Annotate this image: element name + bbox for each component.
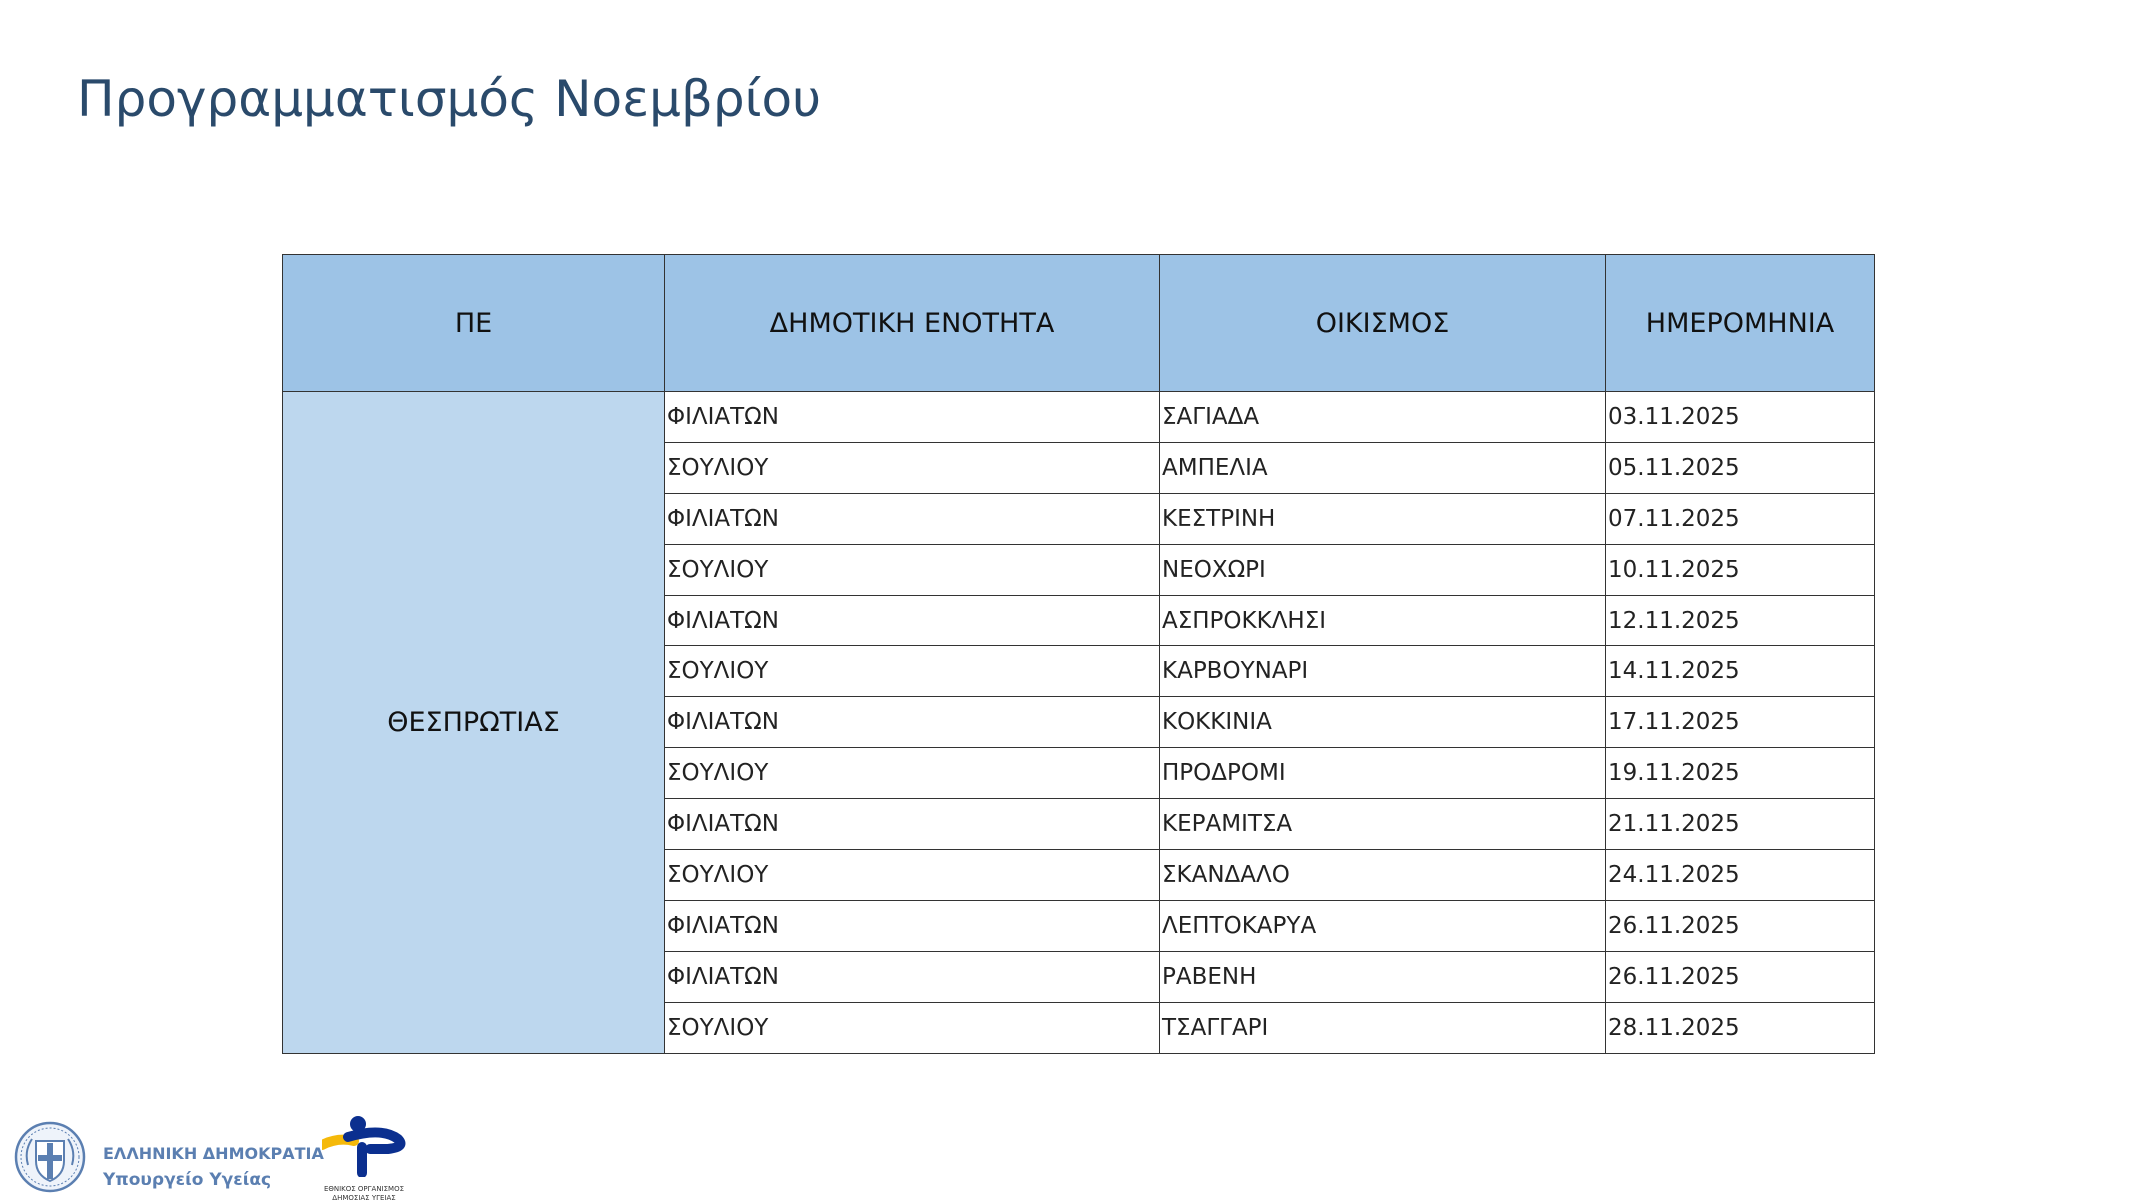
municipal-unit-cell: ΦΙΛΙΑΤΩΝ	[665, 697, 1160, 748]
settlement-cell: ΡΑΒΕΝΗ	[1160, 951, 1606, 1002]
date-cell: 10.11.2025	[1606, 544, 1875, 595]
municipal-unit-cell: ΦΙΛΙΑΤΩΝ	[665, 595, 1160, 646]
header-settlement: ΟΙΚΙΣΜΟΣ	[1160, 255, 1606, 392]
settlement-cell: ΣΑΓΙΑΔΑ	[1160, 392, 1606, 443]
settlement-cell: ΛΕΠΤΟΚΑΡΥΑ	[1160, 900, 1606, 951]
date-cell: 12.11.2025	[1606, 595, 1875, 646]
date-cell: 26.11.2025	[1606, 951, 1875, 1002]
municipal-unit-cell: ΣΟΥΛΙΟΥ	[665, 646, 1160, 697]
header-pe: ΠΕ	[283, 255, 665, 392]
region-cell: ΘΕΣΠΡΩΤΙΑΣ	[283, 392, 665, 1054]
municipal-unit-cell: ΦΙΛΙΑΤΩΝ	[665, 392, 1160, 443]
date-cell: 05.11.2025	[1606, 442, 1875, 493]
header-row	[283, 255, 1875, 392]
settlement-cell: ΚΕΡΑΜΙΤΣΑ	[1160, 799, 1606, 850]
municipal-unit-cell: ΦΙΛΙΑΤΩΝ	[665, 900, 1160, 951]
municipal-unit-cell: ΣΟΥΛΙΟΥ	[665, 1002, 1160, 1053]
eody-caption	[314, 1185, 414, 1203]
settlement-cell: ΑΜΠΕΛΙΑ	[1160, 442, 1606, 493]
settlement-cell: ΤΣΑΓΓΑΡΙ	[1160, 1002, 1606, 1053]
schedule-table	[282, 254, 1875, 1054]
date-cell: 21.11.2025	[1606, 799, 1875, 850]
municipal-unit-cell: ΦΙΛΙΑΤΩΝ	[665, 493, 1160, 544]
date-cell: 24.11.2025	[1606, 850, 1875, 901]
footer-logos	[14, 1115, 414, 1202]
municipal-unit-cell: ΣΟΥΛΙΟΥ	[665, 544, 1160, 595]
page-title: Προγραμματισμός Νοεμβρίου	[77, 70, 822, 128]
settlement-cell: ΝΕΟΧΩΡΙ	[1160, 544, 1606, 595]
municipal-unit-cell: ΣΟΥΛΙΟΥ	[665, 442, 1160, 493]
eody-logo-icon	[322, 1115, 406, 1177]
settlement-cell: ΚΟΚΚΙΝΙΑ	[1160, 697, 1606, 748]
eody-caption-line1: ΕΘΝΙΚΟΣ ΟΡΓΑΝΙΣΜΟΣ	[323, 1185, 405, 1193]
hellenic-republic-text: ΕΛΛΗΝΙΚΗ ΔΗΜΟΚΡΑΤΙΑ	[103, 1144, 324, 1163]
date-cell: 03.11.2025	[1606, 392, 1875, 443]
ministry-label	[103, 1141, 324, 1193]
settlement-cell: ΠΡΟΔΡΟΜΙ	[1160, 748, 1606, 799]
table-row	[283, 392, 1875, 443]
municipal-unit-cell: ΦΙΛΙΑΤΩΝ	[665, 799, 1160, 850]
eody-caption-line2: ΔΗΜΟΣΙΑΣ ΥΓΕΙΑΣ	[332, 1194, 396, 1202]
municipal-unit-cell: ΦΙΛΙΑΤΩΝ	[665, 951, 1160, 1002]
settlement-cell: ΚΑΡΒΟΥΝΑΡΙ	[1160, 646, 1606, 697]
greek-republic-seal-icon	[14, 1121, 86, 1193]
ministry-of-health-text: Υπουργείο Υγείας	[103, 1170, 272, 1190]
settlement-cell: ΣΚΑΝΔΑΛΟ	[1160, 850, 1606, 901]
date-cell: 14.11.2025	[1606, 646, 1875, 697]
date-cell: 19.11.2025	[1606, 748, 1875, 799]
header-municipal-unit: ΔΗΜΟΤΙΚΗ ΕΝΟΤΗΤΑ	[665, 255, 1160, 392]
date-cell: 28.11.2025	[1606, 1002, 1875, 1053]
settlement-cell: ΑΣΠΡΟΚΚΛΗΣΙ	[1160, 595, 1606, 646]
municipal-unit-cell: ΣΟΥΛΙΟΥ	[665, 748, 1160, 799]
settlement-cell: ΚΕΣΤΡΙΝΗ	[1160, 493, 1606, 544]
header-date: ΗΜΕΡΟΜΗΝΙΑ	[1606, 255, 1875, 392]
municipal-unit-cell: ΣΟΥΛΙΟΥ	[665, 850, 1160, 901]
date-cell: 07.11.2025	[1606, 493, 1875, 544]
date-cell: 17.11.2025	[1606, 697, 1875, 748]
date-cell: 26.11.2025	[1606, 900, 1875, 951]
